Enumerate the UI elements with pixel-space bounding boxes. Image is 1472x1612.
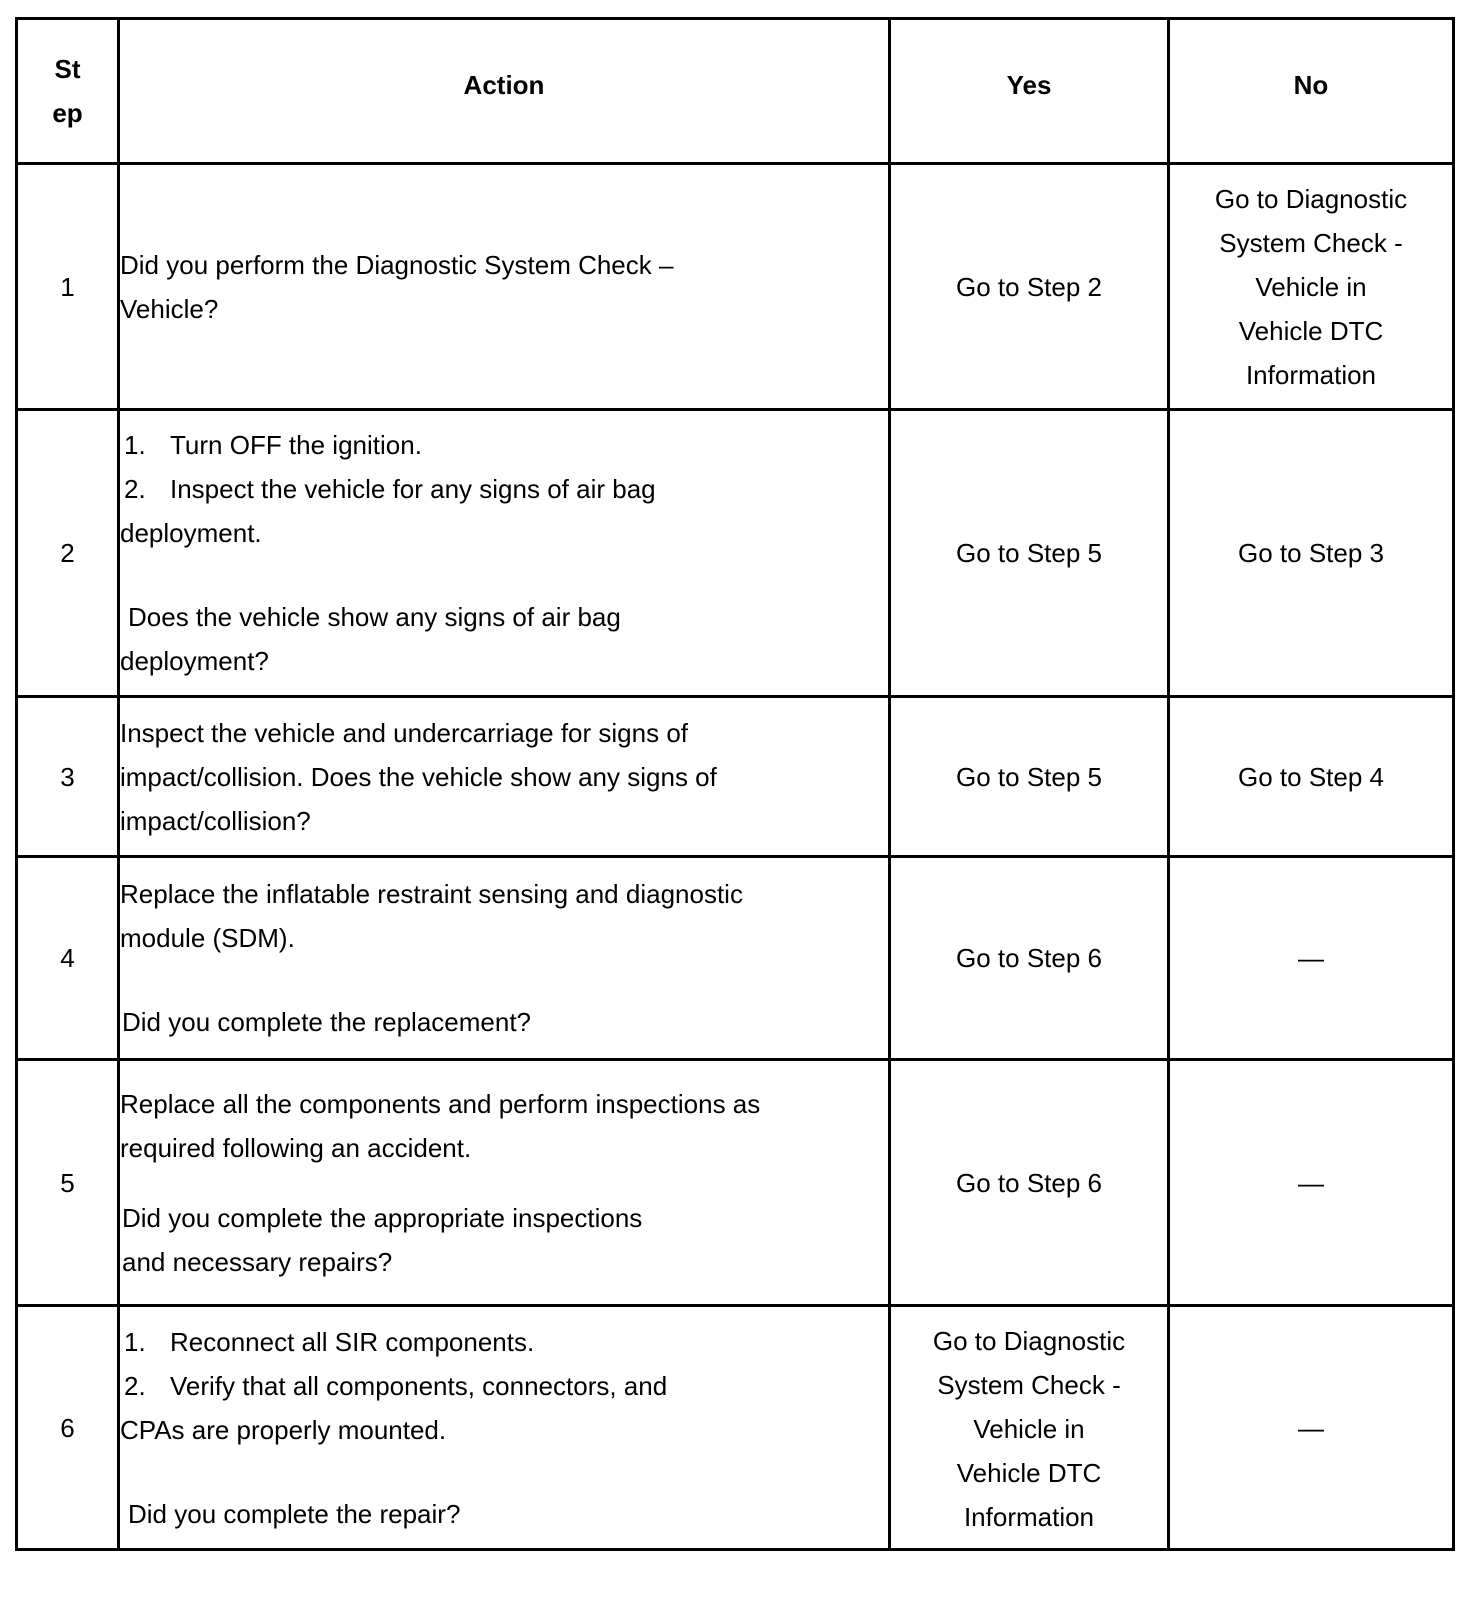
no-cell: [1169, 697, 1454, 857]
header-step-line-2: ep: [52, 98, 83, 128]
action-text: Did you perform the Diagnostic System Check –: [120, 249, 674, 280]
action-list-item: [120, 423, 888, 467]
list-text: Inspect the vehicle for any signs of air bag: [170, 474, 656, 504]
header-yes-label: Yes: [1006, 70, 1052, 100]
action-list-item: [120, 467, 888, 511]
yes-text: Go to Step 6: [956, 943, 1102, 973]
action-cell: [119, 697, 890, 857]
action-text: Inspect the vehicle and undercarriage for signs of: [120, 717, 689, 748]
no-dash: —: [1298, 1412, 1324, 1443]
action-question: deployment?: [120, 646, 269, 676]
action-text: impact/collision. Does the vehicle show any signs of: [120, 761, 717, 792]
no-text: Go to Step 4: [1238, 761, 1384, 792]
spacer: [120, 555, 888, 595]
no-cell: [1169, 1306, 1454, 1550]
yes-text: Vehicle in: [973, 1414, 1085, 1444]
header-no-label: No: [1293, 70, 1329, 100]
yes-text: Go to Step 5: [956, 538, 1102, 568]
action-question: and necessary repairs?: [122, 1246, 393, 1277]
action-text: Replace all the components and perform inspections as: [120, 1088, 761, 1119]
action-text: deployment.: [120, 518, 262, 548]
list-text: Verify that all components, connectors, and: [170, 1370, 668, 1401]
no-cell: [1169, 164, 1454, 410]
list-text: Reconnect all SIR components.: [170, 1326, 535, 1357]
spacer: [120, 1452, 888, 1492]
action-question: Did you complete the appropriate inspections: [122, 1202, 643, 1233]
action-list-item: [120, 1320, 888, 1364]
action-cell: [119, 410, 890, 697]
table-row: [17, 410, 1454, 697]
step-number: 4: [17, 857, 119, 1060]
table-row: [17, 1060, 1454, 1306]
step-number: 5: [17, 1060, 119, 1306]
diagnostic-table: [15, 17, 1455, 1551]
action-question: Did you complete the repair?: [128, 1498, 461, 1529]
action-text: impact/collision?: [120, 805, 311, 836]
no-cell: [1169, 1060, 1454, 1306]
no-text: Go to Step 3: [1238, 538, 1384, 568]
no-text: Go to Diagnostic: [1214, 183, 1408, 214]
header-no: [1169, 19, 1454, 164]
step-number: 2: [17, 410, 119, 697]
header-step-line-1: St: [54, 54, 81, 84]
action-cell: [119, 164, 890, 410]
yes-text: System Check -: [937, 1370, 1121, 1400]
list-number: 1.: [124, 1326, 146, 1357]
yes-cell: [890, 1306, 1169, 1550]
action-cell: [119, 1306, 890, 1550]
yes-cell: [890, 857, 1169, 1060]
step-number: 1: [17, 164, 119, 410]
action-text: Vehicle?: [120, 293, 219, 324]
yes-cell: [890, 164, 1169, 410]
no-text: Information: [1245, 359, 1377, 390]
spacer: [120, 1170, 888, 1196]
action-text: required following an accident.: [120, 1132, 472, 1163]
table-row: [17, 857, 1454, 1060]
yes-text: Go to Step 2: [956, 271, 1102, 302]
action-cell: [119, 857, 890, 1060]
yes-cell: [890, 410, 1169, 697]
no-text: Vehicle in: [1255, 271, 1367, 302]
list-number: 2.: [124, 1370, 146, 1401]
yes-text: Go to Step 5: [956, 761, 1102, 792]
list-number: 1.: [124, 430, 146, 460]
no-cell: [1169, 857, 1454, 1060]
list-number: 2.: [124, 474, 146, 504]
action-cell: [119, 1060, 890, 1306]
yes-cell: [890, 697, 1169, 857]
header-action: [119, 19, 890, 164]
header-action-label: Action: [463, 70, 545, 100]
yes-cell: [890, 1060, 1169, 1306]
header-yes: [890, 19, 1169, 164]
table-row: [17, 1306, 1454, 1550]
yes-text: Go to Diagnostic: [932, 1326, 1126, 1356]
action-list-item: [120, 1364, 888, 1408]
action-text: CPAs are properly mounted.: [120, 1414, 447, 1445]
table-row: [17, 164, 1454, 410]
list-text: Turn OFF the ignition.: [170, 430, 422, 460]
header-step: [17, 19, 119, 164]
yes-text: Information: [963, 1502, 1095, 1532]
action-text: module (SDM).: [120, 923, 295, 953]
action-question: Does the vehicle show any signs of air bag: [128, 602, 621, 632]
no-text: System Check -: [1219, 227, 1403, 258]
table-row: [17, 697, 1454, 857]
yes-text: Vehicle DTC: [956, 1458, 1102, 1488]
action-question: Did you complete the replacement?: [122, 1007, 532, 1037]
spacer: [120, 960, 888, 1000]
step-number: 6: [17, 1306, 119, 1550]
no-dash: —: [1298, 943, 1324, 973]
header-row: [17, 19, 1454, 164]
no-cell: [1169, 410, 1454, 697]
yes-text: Go to Step 6: [956, 1167, 1102, 1198]
action-text: Replace the inflatable restraint sensing and diagnostic: [120, 879, 743, 909]
no-text: Vehicle DTC: [1238, 315, 1384, 346]
step-number: 3: [17, 697, 119, 857]
no-dash: —: [1298, 1167, 1324, 1198]
